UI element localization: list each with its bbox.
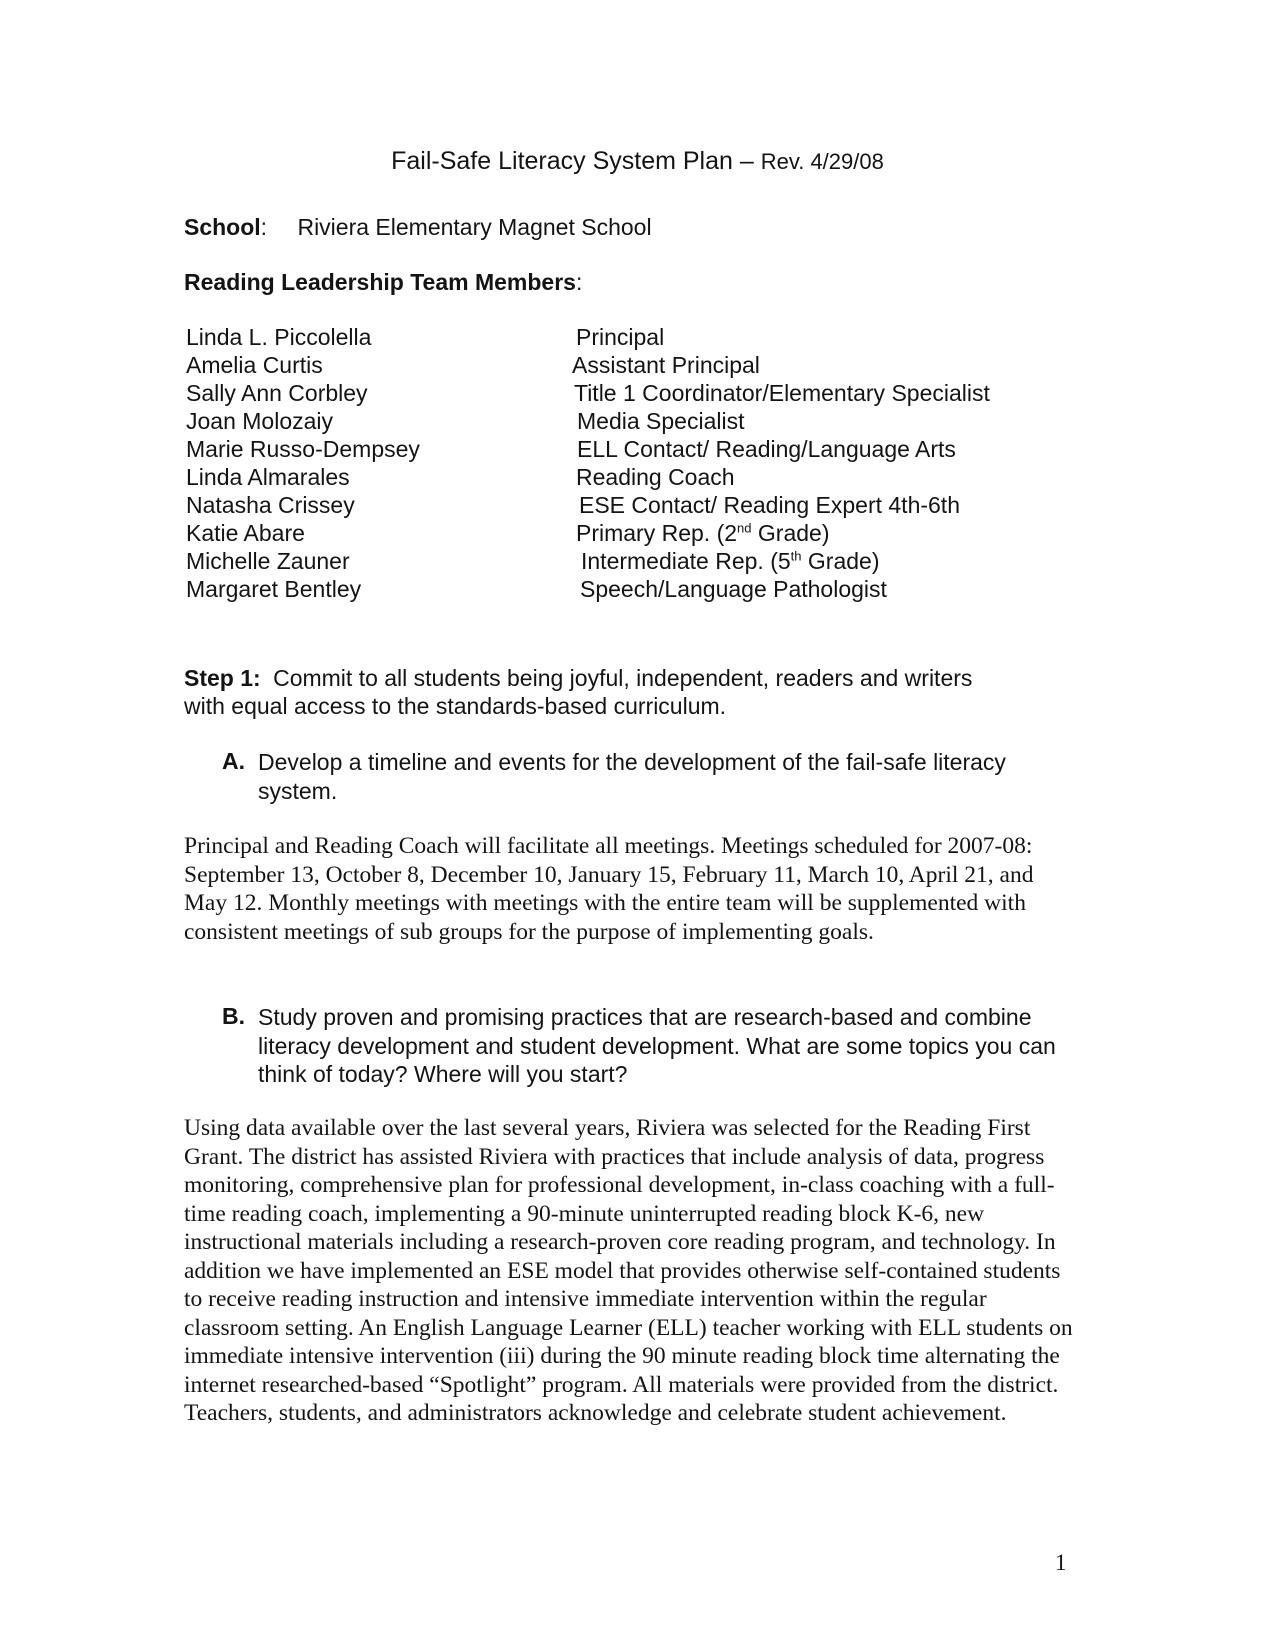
team-member-role: Speech/Language Pathologist xyxy=(580,576,887,602)
team-member-name: Joan Molozaiy xyxy=(186,408,334,434)
step1-label: Step 1: xyxy=(184,665,261,691)
paragraph-practices: Using data available over the last several years, Riviera was selected for the Reading First Grant. The district has assisted Riviera with practices that include analysis of data, progress monitoring, comprehensive plan for professional development, in-class coaching with a full-time reading coach, implementing a 90-minute uninterrupted reading block K-6, new instructional materials including a research-proven core reading program, and technology. In addition we have implemented an ESE model that provides otherwise self-contained students to receive reading instruction and intensive immediate intervention within the regular classroom setting. An English Language Learner (ELL) teacher working with ELL students on immediate intensive intervention (iii) during the 90 minute reading block time alternating the internet researched-based “Spotlight” program. All materials were provided from the district. Teachers, students, and administrators acknowledge and celebrate student achievement. xyxy=(184,1115,1073,1426)
step1-line1 xyxy=(184,665,972,692)
team-member-name: Marie Russo-Dempsey xyxy=(186,436,420,462)
page-number: 1 xyxy=(1055,1550,1067,1575)
team-member-role: ESE Contact/ Reading Expert 4th-6th xyxy=(579,492,960,518)
team-member-role: Reading Coach xyxy=(576,464,735,490)
team-member-role: Title 1 Coordinator/Elementary Specialist xyxy=(574,380,990,406)
paragraph-meetings: Principal and Reading Coach will facilitate all meetings. Meetings scheduled for 2007-08: September 13, October 8, December 10, January 15, February 11, March 10, April 21, and May 12. Monthly meetings with meetings with the entire team will be supplemented with consistent meetings of sub groups for the purpose of implementing goals. xyxy=(184,833,1034,945)
team-member-role: Primary Rep. (2nd Grade) xyxy=(576,520,830,546)
team-member-name: Linda Almarales xyxy=(186,464,350,490)
team-member-name: Amelia Curtis xyxy=(186,352,323,378)
item-b-text: Study proven and promising practices that are research-based and combine literacy development and student development. What are some topics you can think of today? Where will you start? xyxy=(258,1004,1056,1087)
team-member-role: Media Specialist xyxy=(577,408,745,434)
step1-text: Commit to all students being joyful, independent, readers and writers xyxy=(273,665,973,691)
team-member-name: Linda L. Piccolella xyxy=(186,324,372,350)
team-member-role: Assistant Principal xyxy=(572,352,760,378)
school-label: School xyxy=(184,214,261,240)
item-a-label: A. xyxy=(222,748,245,774)
team-heading-colon: : xyxy=(575,269,583,295)
team-member-role: Principal xyxy=(576,324,665,350)
item-b-label: B. xyxy=(222,1003,245,1029)
team-member-role: ELL Contact/ Reading/Language Arts xyxy=(577,436,956,462)
team-member-name: Katie Abare xyxy=(186,520,305,546)
school-colon: : xyxy=(260,214,268,240)
school-name: Riviera Elementary Magnet School xyxy=(297,214,652,240)
step1-line2: with equal access to the standards-based curriculum. xyxy=(184,693,727,719)
revision-date: Rev. 4/29/08 xyxy=(760,149,884,174)
title-text: Fail-Safe Literacy System Plan – xyxy=(391,147,754,175)
team-member-name: Margaret Bentley xyxy=(186,576,362,602)
school-line xyxy=(184,214,652,241)
team-member-name: Michelle Zauner xyxy=(186,548,350,574)
team-member-name: Sally Ann Corbley xyxy=(186,380,368,406)
team-heading xyxy=(184,269,582,296)
team-member-role: Intermediate Rep. (5th Grade) xyxy=(581,548,880,574)
document-title xyxy=(0,147,1275,176)
team-heading-text: Reading Leadership Team Members xyxy=(184,269,576,295)
team-member-name: Natasha Crissey xyxy=(186,492,355,518)
item-a-text: Develop a timeline and events for the development of the fail-safe literacy system. xyxy=(258,749,1006,804)
